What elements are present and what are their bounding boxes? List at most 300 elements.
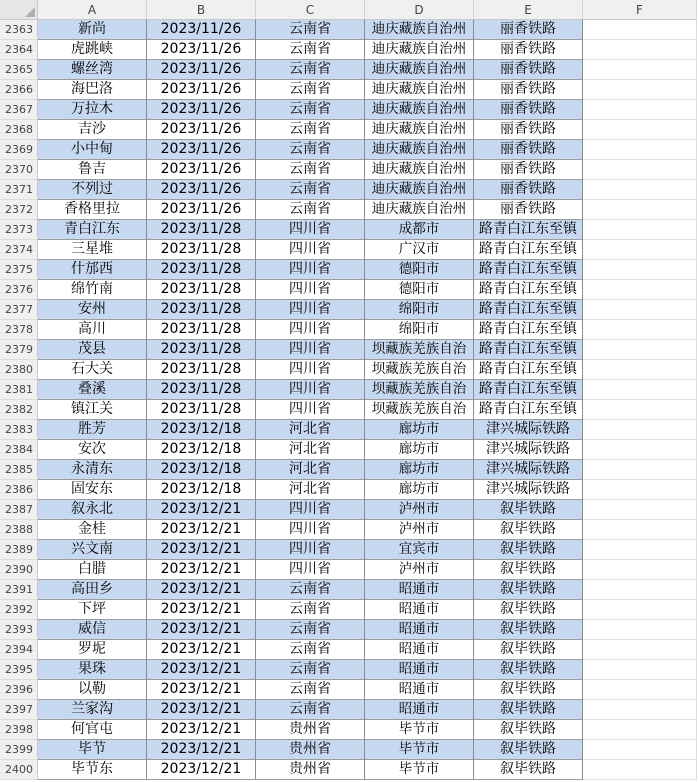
row-header[interactable]: 2391 (0, 580, 38, 600)
cell-f[interactable] (583, 420, 697, 440)
cell-b[interactable]: 2023/12/18 (147, 420, 256, 440)
cell-b[interactable]: 2023/12/21 (147, 620, 256, 640)
cell-c[interactable]: 云南省 (256, 80, 365, 100)
cell-e[interactable]: 丽香铁路 (474, 180, 583, 200)
cell-c[interactable]: 云南省 (256, 120, 365, 140)
cell-c[interactable]: 河北省 (256, 480, 365, 500)
cell-d[interactable]: 廊坊市 (365, 460, 474, 480)
cell-e[interactable]: 路青白江东至镇 (474, 260, 583, 280)
cell-b[interactable]: 2023/12/21 (147, 560, 256, 580)
cell-f[interactable] (583, 680, 697, 700)
cell-f[interactable] (583, 640, 697, 660)
cell-f[interactable] (583, 520, 697, 540)
cell-d[interactable]: 迪庆藏族自治州 (365, 100, 474, 120)
row-header[interactable]: 2392 (0, 600, 38, 620)
cell-b[interactable]: 2023/11/26 (147, 60, 256, 80)
cell-b[interactable]: 2023/11/26 (147, 20, 256, 40)
cell-a[interactable]: 新尚 (38, 20, 147, 40)
cell-f[interactable] (583, 740, 697, 760)
cell-d[interactable]: 昭通市 (365, 600, 474, 620)
cell-b[interactable]: 2023/12/21 (147, 700, 256, 720)
table-row (0, 20, 698, 40)
cell-b[interactable]: 2023/11/26 (147, 140, 256, 160)
cell-b[interactable]: 2023/11/28 (147, 340, 256, 360)
cell-d[interactable]: 成都市 (365, 220, 474, 240)
cell-b[interactable]: 2023/11/28 (147, 280, 256, 300)
cell-b[interactable]: 2023/12/21 (147, 760, 256, 780)
table-row (0, 80, 698, 100)
cell-e[interactable]: 丽香铁路 (474, 60, 583, 80)
cell-d[interactable]: 廊坊市 (365, 420, 474, 440)
cell-a[interactable]: 永清东 (38, 460, 147, 480)
cell-a[interactable]: 青白江东 (38, 220, 147, 240)
cell-d[interactable]: 迪庆藏族自治州 (365, 140, 474, 160)
table-row (0, 380, 698, 400)
cell-a[interactable]: 安次 (38, 440, 147, 460)
cell-a[interactable]: 叙永北 (38, 500, 147, 520)
row-header[interactable]: 2387 (0, 500, 38, 520)
table-row (0, 460, 698, 480)
row-header[interactable]: 2381 (0, 380, 38, 400)
cell-c[interactable]: 云南省 (256, 60, 365, 80)
cell-f[interactable] (583, 580, 697, 600)
cell-d[interactable]: 昭通市 (365, 580, 474, 600)
row-header[interactable]: 2390 (0, 560, 38, 580)
cell-b[interactable]: 2023/11/26 (147, 200, 256, 220)
cell-e[interactable]: 路青白江东至镇 (474, 300, 583, 320)
cell-f[interactable] (583, 300, 697, 320)
table-row (0, 100, 698, 120)
cell-e[interactable]: 路青白江东至镇 (474, 280, 583, 300)
cell-c[interactable]: 四川省 (256, 260, 365, 280)
cell-c[interactable]: 云南省 (256, 40, 365, 60)
cell-e[interactable]: 叙毕铁路 (474, 640, 583, 660)
cell-b[interactable]: 2023/11/26 (147, 180, 256, 200)
table-row (0, 160, 698, 180)
cell-c[interactable]: 四川省 (256, 280, 365, 300)
row-header[interactable]: 2388 (0, 520, 38, 540)
column-header-f[interactable]: F (583, 0, 697, 20)
cell-f[interactable] (583, 100, 697, 120)
cell-c[interactable]: 四川省 (256, 320, 365, 340)
cell-b[interactable]: 2023/11/26 (147, 100, 256, 120)
cell-a[interactable]: 高川 (38, 320, 147, 340)
cell-c[interactable]: 四川省 (256, 360, 365, 380)
cell-d[interactable]: 坝藏族羌族自治 (365, 380, 474, 400)
cell-d[interactable]: 坝藏族羌族自治 (365, 340, 474, 360)
column-header-c[interactable]: C (256, 0, 365, 20)
cell-a[interactable]: 果珠 (38, 660, 147, 680)
cell-c[interactable]: 云南省 (256, 200, 365, 220)
cell-f[interactable] (583, 240, 697, 260)
cell-a[interactable]: 三星堆 (38, 240, 147, 260)
cell-a[interactable]: 毕节东 (38, 760, 147, 780)
cell-c[interactable]: 云南省 (256, 20, 365, 40)
cell-c[interactable]: 云南省 (256, 160, 365, 180)
cell-d[interactable]: 绵阳市 (365, 320, 474, 340)
row-header[interactable]: 2376 (0, 280, 38, 300)
cell-f[interactable] (583, 320, 697, 340)
cell-f[interactable] (583, 20, 697, 40)
cell-e[interactable]: 叙毕铁路 (474, 660, 583, 680)
cell-f[interactable] (583, 540, 697, 560)
row-header[interactable]: 2367 (0, 100, 38, 120)
row-header[interactable]: 2386 (0, 480, 38, 500)
cell-e[interactable]: 叙毕铁路 (474, 580, 583, 600)
table-row (0, 440, 698, 460)
row-header[interactable]: 2382 (0, 400, 38, 420)
cell-d[interactable]: 昭通市 (365, 680, 474, 700)
cell-d[interactable]: 德阳市 (365, 280, 474, 300)
cell-c[interactable]: 四川省 (256, 520, 365, 540)
cell-b[interactable]: 2023/12/21 (147, 740, 256, 760)
cell-b[interactable]: 2023/12/21 (147, 580, 256, 600)
cell-c[interactable]: 四川省 (256, 540, 365, 560)
cell-a[interactable]: 兴文南 (38, 540, 147, 560)
column-header-d[interactable]: D (365, 0, 474, 20)
cell-c[interactable]: 河北省 (256, 420, 365, 440)
table-row (0, 60, 698, 80)
column-header-row (38, 0, 697, 20)
cell-b[interactable]: 2023/12/21 (147, 600, 256, 620)
cell-a[interactable]: 香格里拉 (38, 200, 147, 220)
cell-b[interactable]: 2023/12/21 (147, 520, 256, 540)
select-all-corner[interactable] (0, 0, 38, 20)
row-header[interactable]: 2378 (0, 320, 38, 340)
cell-d[interactable]: 迪庆藏族自治州 (365, 80, 474, 100)
row-header[interactable]: 2363 (0, 20, 38, 40)
cell-c[interactable]: 云南省 (256, 100, 365, 120)
cell-e[interactable]: 津兴城际铁路 (474, 460, 583, 480)
cell-e[interactable]: 叙毕铁路 (474, 540, 583, 560)
cell-e[interactable]: 叙毕铁路 (474, 560, 583, 580)
cell-a[interactable]: 镇江关 (38, 400, 147, 420)
table-row (0, 620, 698, 640)
cell-b[interactable]: 2023/11/26 (147, 80, 256, 100)
cell-a[interactable]: 吉沙 (38, 120, 147, 140)
cell-d[interactable]: 昭通市 (365, 700, 474, 720)
row-header[interactable]: 2364 (0, 40, 38, 60)
table-row (0, 400, 698, 420)
table-row (0, 600, 698, 620)
row-header[interactable]: 2369 (0, 140, 38, 160)
row-header[interactable]: 2377 (0, 300, 38, 320)
cell-f[interactable] (583, 120, 697, 140)
row-header[interactable]: 2371 (0, 180, 38, 200)
cell-c[interactable]: 四川省 (256, 220, 365, 240)
cell-b[interactable]: 2023/12/21 (147, 720, 256, 740)
cell-e[interactable]: 叙毕铁路 (474, 500, 583, 520)
row-header[interactable]: 2370 (0, 160, 38, 180)
cell-d[interactable]: 迪庆藏族自治州 (365, 40, 474, 60)
cell-c[interactable]: 云南省 (256, 680, 365, 700)
cell-f[interactable] (583, 560, 697, 580)
cell-f[interactable] (583, 80, 697, 100)
cell-b[interactable]: 2023/11/28 (147, 260, 256, 280)
cell-f[interactable] (583, 140, 697, 160)
cell-a[interactable]: 金桂 (38, 520, 147, 540)
cell-a[interactable]: 高田乡 (38, 580, 147, 600)
cell-d[interactable]: 廊坊市 (365, 440, 474, 460)
table-row (0, 120, 698, 140)
cell-b[interactable]: 2023/12/18 (147, 460, 256, 480)
row-header[interactable]: 2399 (0, 740, 38, 760)
cell-c[interactable]: 云南省 (256, 660, 365, 680)
row-header[interactable]: 2373 (0, 220, 38, 240)
table-row (0, 720, 698, 740)
cell-a[interactable]: 威信 (38, 620, 147, 640)
table-row (0, 700, 698, 720)
cell-e[interactable]: 丽香铁路 (474, 20, 583, 40)
cell-a[interactable]: 小中甸 (38, 140, 147, 160)
row-header[interactable]: 2384 (0, 440, 38, 460)
cell-a[interactable]: 何官屯 (38, 720, 147, 740)
cell-d[interactable]: 迪庆藏族自治州 (365, 160, 474, 180)
cell-f[interactable] (583, 280, 697, 300)
cell-e[interactable]: 叙毕铁路 (474, 520, 583, 540)
row-header[interactable]: 2380 (0, 360, 38, 380)
row-header[interactable]: 2375 (0, 260, 38, 280)
table-row (0, 280, 698, 300)
table-row (0, 140, 698, 160)
cell-c[interactable]: 四川省 (256, 240, 365, 260)
cell-f[interactable] (583, 620, 697, 640)
cell-a[interactable]: 万拉木 (38, 100, 147, 120)
cell-d[interactable]: 迪庆藏族自治州 (365, 180, 474, 200)
cell-b[interactable]: 2023/11/26 (147, 120, 256, 140)
row-header[interactable]: 2365 (0, 60, 38, 80)
cell-d[interactable]: 昭通市 (365, 640, 474, 660)
cell-e[interactable]: 丽香铁路 (474, 100, 583, 120)
cell-f[interactable] (583, 220, 697, 240)
cell-f[interactable] (583, 340, 697, 360)
cell-c[interactable]: 贵州省 (256, 760, 365, 780)
cell-e[interactable]: 丽香铁路 (474, 40, 583, 60)
cell-a[interactable]: 螺丝湾 (38, 60, 147, 80)
row-header[interactable]: 2379 (0, 340, 38, 360)
cell-f[interactable] (583, 60, 697, 80)
cell-c[interactable]: 云南省 (256, 620, 365, 640)
cell-f[interactable] (583, 440, 697, 460)
cell-d[interactable]: 泸州市 (365, 560, 474, 580)
cell-e[interactable]: 丽香铁路 (474, 160, 583, 180)
cell-c[interactable]: 贵州省 (256, 740, 365, 760)
cell-f[interactable] (583, 480, 697, 500)
cell-e[interactable]: 叙毕铁路 (474, 760, 583, 780)
cell-a[interactable]: 胜芳 (38, 420, 147, 440)
cell-d[interactable]: 昭通市 (365, 660, 474, 680)
cell-d[interactable]: 毕节市 (365, 760, 474, 780)
cell-b[interactable]: 2023/11/26 (147, 40, 256, 60)
cell-c[interactable]: 河北省 (256, 460, 365, 480)
cell-e[interactable]: 路青白江东至镇 (474, 320, 583, 340)
table-row (0, 680, 698, 700)
cell-e[interactable]: 路青白江东至镇 (474, 340, 583, 360)
row-header[interactable]: 2374 (0, 240, 38, 260)
cell-a[interactable]: 不列过 (38, 180, 147, 200)
cell-e[interactable]: 丽香铁路 (474, 200, 583, 220)
cell-c[interactable]: 云南省 (256, 140, 365, 160)
table-row (0, 760, 698, 780)
cell-b[interactable]: 2023/12/21 (147, 500, 256, 520)
cell-a[interactable]: 海巴洛 (38, 80, 147, 100)
cell-d[interactable]: 毕节市 (365, 720, 474, 740)
cell-a[interactable]: 下坪 (38, 600, 147, 620)
cell-a[interactable]: 白腊 (38, 560, 147, 580)
cell-a[interactable]: 叠溪 (38, 380, 147, 400)
row-header[interactable]: 2393 (0, 620, 38, 640)
cell-c[interactable]: 云南省 (256, 180, 365, 200)
cell-a[interactable]: 茂县 (38, 340, 147, 360)
cell-d[interactable]: 泸州市 (365, 500, 474, 520)
row-header[interactable]: 2383 (0, 420, 38, 440)
table-row (0, 480, 698, 500)
cell-c[interactable]: 四川省 (256, 560, 365, 580)
cell-a[interactable]: 绵竹南 (38, 280, 147, 300)
cell-b[interactable]: 2023/12/18 (147, 480, 256, 500)
cell-e[interactable]: 路青白江东至镇 (474, 220, 583, 240)
cell-e[interactable]: 路青白江东至镇 (474, 400, 583, 420)
cell-e[interactable]: 叙毕铁路 (474, 600, 583, 620)
cell-f[interactable] (583, 760, 697, 780)
row-header[interactable]: 2397 (0, 700, 38, 720)
cell-b[interactable]: 2023/11/28 (147, 400, 256, 420)
cell-e[interactable]: 叙毕铁路 (474, 620, 583, 640)
row-header[interactable]: 2395 (0, 660, 38, 680)
cell-e[interactable]: 叙毕铁路 (474, 720, 583, 740)
row-header[interactable]: 2385 (0, 460, 38, 480)
cell-c[interactable]: 四川省 (256, 400, 365, 420)
row-header[interactable]: 2396 (0, 680, 38, 700)
cell-a[interactable]: 什邡西 (38, 260, 147, 280)
cell-f[interactable] (583, 260, 697, 280)
row-header[interactable]: 2366 (0, 80, 38, 100)
cell-f[interactable] (583, 660, 697, 680)
table-row (0, 560, 698, 580)
column-header-b[interactable]: B (147, 0, 256, 20)
cell-d[interactable]: 迪庆藏族自治州 (365, 20, 474, 40)
cell-a[interactable]: 虎跳峡 (38, 40, 147, 60)
cell-b[interactable]: 2023/11/28 (147, 360, 256, 380)
table-row (0, 340, 698, 360)
cell-a[interactable]: 安州 (38, 300, 147, 320)
cell-c[interactable]: 四川省 (256, 380, 365, 400)
cell-e[interactable]: 津兴城际铁路 (474, 420, 583, 440)
cell-e[interactable]: 叙毕铁路 (474, 740, 583, 760)
cell-e[interactable]: 津兴城际铁路 (474, 440, 583, 460)
cell-f[interactable] (583, 600, 697, 620)
cell-d[interactable]: 泸州市 (365, 520, 474, 540)
cell-b[interactable]: 2023/12/21 (147, 540, 256, 560)
cell-f[interactable] (583, 720, 697, 740)
cell-b[interactable]: 2023/11/26 (147, 160, 256, 180)
cell-d[interactable]: 迪庆藏族自治州 (365, 120, 474, 140)
cell-b[interactable]: 2023/11/28 (147, 220, 256, 240)
cell-a[interactable]: 鲁吉 (38, 160, 147, 180)
cell-d[interactable]: 广汉市 (365, 240, 474, 260)
cell-c[interactable]: 云南省 (256, 700, 365, 720)
cell-b[interactable]: 2023/12/21 (147, 660, 256, 680)
row-header[interactable]: 2389 (0, 540, 38, 560)
column-header-e[interactable]: E (474, 0, 583, 20)
cell-e[interactable]: 丽香铁路 (474, 120, 583, 140)
cell-c[interactable]: 河北省 (256, 440, 365, 460)
cell-f[interactable] (583, 40, 697, 60)
row-header[interactable]: 2394 (0, 640, 38, 660)
cell-b[interactable]: 2023/11/28 (147, 320, 256, 340)
cell-d[interactable]: 德阳市 (365, 260, 474, 280)
cell-b[interactable]: 2023/11/28 (147, 240, 256, 260)
table-row (0, 640, 698, 660)
cell-e[interactable]: 津兴城际铁路 (474, 480, 583, 500)
cell-d[interactable]: 坝藏族羌族自治 (365, 360, 474, 380)
cell-f[interactable] (583, 700, 697, 720)
row-header[interactable]: 2400 (0, 760, 38, 780)
cell-a[interactable]: 固安东 (38, 480, 147, 500)
cell-c[interactable]: 云南省 (256, 600, 365, 620)
cell-c[interactable]: 云南省 (256, 580, 365, 600)
cell-c[interactable]: 四川省 (256, 500, 365, 520)
cell-f[interactable] (583, 400, 697, 420)
cell-d[interactable]: 宜宾市 (365, 540, 474, 560)
cell-b[interactable]: 2023/12/21 (147, 640, 256, 660)
table-row (0, 740, 698, 760)
table-row (0, 240, 698, 260)
row-header[interactable]: 2398 (0, 720, 38, 740)
cell-d[interactable]: 坝藏族羌族自治 (365, 400, 474, 420)
cell-a[interactable]: 毕节 (38, 740, 147, 760)
cell-f[interactable] (583, 360, 697, 380)
cell-f[interactable] (583, 160, 697, 180)
cell-d[interactable]: 毕节市 (365, 740, 474, 760)
cell-a[interactable]: 石大关 (38, 360, 147, 380)
cell-c[interactable]: 云南省 (256, 640, 365, 660)
row-header[interactable]: 2368 (0, 120, 38, 140)
cell-a[interactable]: 以勒 (38, 680, 147, 700)
cell-e[interactable]: 叙毕铁路 (474, 700, 583, 720)
cell-b[interactable]: 2023/11/28 (147, 300, 256, 320)
cell-b[interactable]: 2023/12/21 (147, 680, 256, 700)
cell-b[interactable]: 2023/11/28 (147, 380, 256, 400)
cell-a[interactable]: 罗坭 (38, 640, 147, 660)
cell-e[interactable]: 路青白江东至镇 (474, 360, 583, 380)
cell-b[interactable]: 2023/12/18 (147, 440, 256, 460)
cell-f[interactable] (583, 460, 697, 480)
cell-d[interactable]: 廊坊市 (365, 480, 474, 500)
cell-f[interactable] (583, 500, 697, 520)
cell-d[interactable]: 迪庆藏族自治州 (365, 200, 474, 220)
cell-c[interactable]: 四川省 (256, 300, 365, 320)
cell-a[interactable]: 兰家沟 (38, 700, 147, 720)
table-row (0, 660, 698, 680)
cell-e[interactable]: 路青白江东至镇 (474, 380, 583, 400)
cell-c[interactable]: 贵州省 (256, 720, 365, 740)
column-header-a[interactable]: A (38, 0, 147, 20)
cell-e[interactable]: 叙毕铁路 (474, 680, 583, 700)
cell-c[interactable]: 四川省 (256, 340, 365, 360)
cell-d[interactable]: 昭通市 (365, 620, 474, 640)
cell-f[interactable] (583, 180, 697, 200)
row-header[interactable]: 2372 (0, 200, 38, 220)
cell-f[interactable] (583, 200, 697, 220)
cell-d[interactable]: 绵阳市 (365, 300, 474, 320)
cell-e[interactable]: 路青白江东至镇 (474, 240, 583, 260)
cell-e[interactable]: 丽香铁路 (474, 140, 583, 160)
cell-d[interactable]: 迪庆藏族自治州 (365, 60, 474, 80)
cell-e[interactable]: 丽香铁路 (474, 80, 583, 100)
table-row (0, 260, 698, 280)
cell-f[interactable] (583, 380, 697, 400)
